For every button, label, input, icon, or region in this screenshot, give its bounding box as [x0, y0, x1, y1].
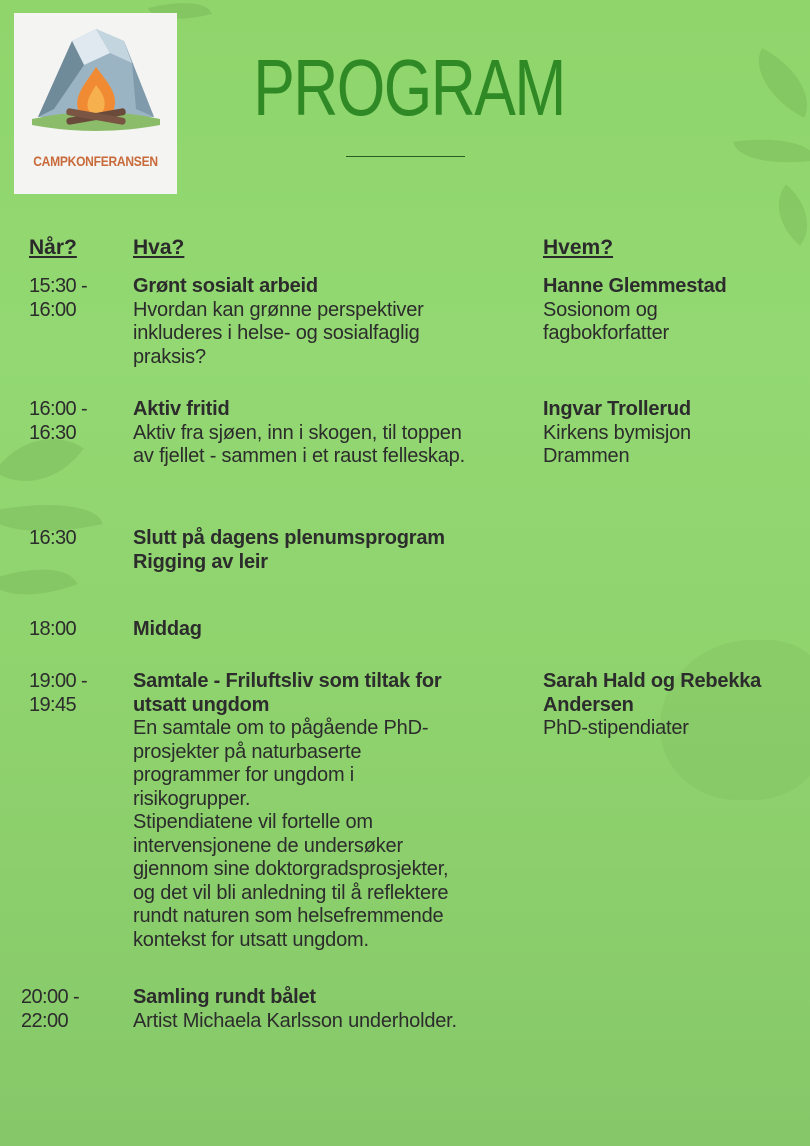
- program-item-content: Aktiv fritid Aktiv fra sjøen, inn i skogen, til toppen av fjellet - sammen i et raust felleskap.: [133, 398, 465, 467]
- campfire-mountain-icon: [14, 13, 177, 153]
- program-item-title: Aktiv fritid: [133, 398, 230, 420]
- program-item-title: Middag: [133, 618, 202, 640]
- program-item-time: 15:30 - 16:00: [29, 275, 88, 321]
- program-item-content: Samling rundt bålet Artist Michaela Karlsson underholder.: [133, 986, 457, 1032]
- program-item-title: Samtale - Friluftsliv som tiltak for: [133, 670, 442, 692]
- program-item-speaker: Hanne Glemmestad Sosionom og fagbokforfatter: [543, 275, 727, 344]
- program-item-time: 18:00: [29, 618, 77, 640]
- header-who: Hvem?: [543, 236, 614, 259]
- program-item-time: 16:30: [29, 527, 77, 549]
- program-item-title: Slutt på dagens plenumsprogram: [133, 527, 445, 549]
- leaf-decoration: [0, 552, 77, 611]
- program-item-content: Slutt på dagens plenumsprogram Rigging av leir: [133, 527, 445, 573]
- leaf-decoration: [733, 131, 810, 172]
- header-what: Hva?: [133, 236, 185, 259]
- program-item-title: Samling rundt bålet: [133, 986, 316, 1008]
- header-when: Når?: [29, 236, 77, 259]
- logo-text: CAMPKONFERANSEN: [33, 153, 158, 169]
- leaf-decoration: [762, 184, 810, 245]
- program-item-time: 19:00 - 19:45: [29, 670, 88, 716]
- logo: [14, 13, 177, 194]
- program-item-content: [133, 618, 202, 642]
- program-item-speaker: Sarah Hald og Rebekka Andersen PhD-stipendiater: [543, 670, 762, 739]
- program-item-title: Grønt sosialt arbeid: [133, 275, 318, 297]
- program-item-time: 16:00 - 16:30: [29, 398, 88, 444]
- leaf-decoration: [742, 48, 810, 118]
- program-item-speaker: Ingvar Trollerud Kirkens bymisjon Drammen: [543, 398, 691, 467]
- title-divider: [346, 156, 465, 157]
- page-title: PROGRAM: [253, 43, 565, 132]
- program-item-content: Samtale - Friluftsliv som tiltak for utsatt ungdom En samtale om to pågående PhD- prosjekter på naturbaserte programmer for ungdom i risikogrupper. Stipendiatene vil fortelle om intervensjonene de undersøker gjennom sine doktorgradsprosjekter, og det vil bli anledning til å reflektere rundt naturen som helsefremmende kontekst for utsatt ungdom.: [133, 670, 449, 951]
- program-item-time: 20:00 - 22:00: [21, 986, 80, 1032]
- program-item-content: Grønt sosialt arbeid Hvordan kan grønne perspektiver inkluderes i helse- og sosialfaglig praksis?: [133, 275, 424, 368]
